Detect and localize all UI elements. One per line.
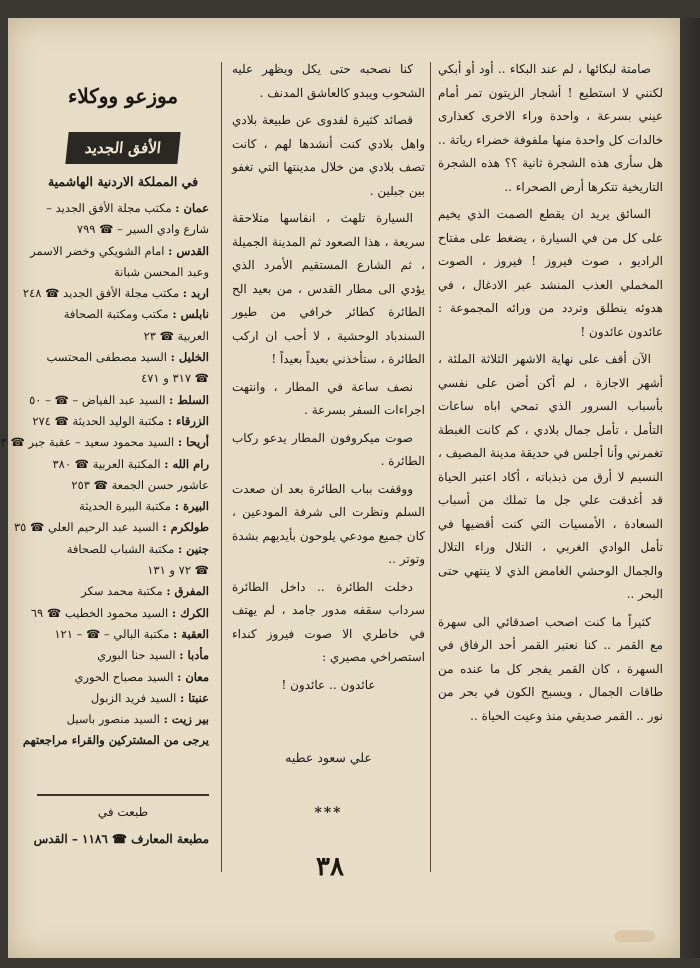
distributor-row [37,624,209,645]
distributor-text: ☎ ٧٢ و ١٣١ [147,563,209,578]
distributor-row [32,411,209,432]
distributor-text: مكتب مجلة الأفق الجديد ☎ ٢٤٨ [22,286,180,301]
column-divider-right [430,62,431,872]
distributor-text: شارع وادي السير – ☎ ٧٩٩ [76,222,209,237]
distributor-text: مكتبة الشباب للصحافة [66,541,175,556]
distributor-city: الخليل : [170,350,209,365]
distributor-text: مكتبة الوليد الحديثة ☎ ٢٧٤ [32,413,165,428]
article-column-middle [232,58,425,701]
distributor-row [37,667,209,688]
paragraph: السائق يريد ان يقطع الصمت الذي يخيم على كل من في السيارة ، يضغط على مفتاح الراديو ، صوت فيروز ! فيروز ، الصوت المخملي العذب المنشد عبر الادغال ، في هدوئه ينطلق وتردد من ورائه المجموعة : عائدون عائدون ! [438,207,663,339]
distributor-city: معان : [177,669,209,684]
author-signature: علي سعود عطيه [285,750,372,765]
distributor-row [37,709,209,730]
paragraph: السيارة تلهث ، انفاسها متلاحقة سريعة ، هذا الصعود ثم المدينة الجميلة ، ثم الشارع المستقيم الأمرد الذي يؤدي الى مطار القدس ، من بعيد الح الطائرة كطائر خرافي من طيور السندباد الوحشية ، لا أحب ان اركب الطائرة ، ستأخذني بعيداً بعيداً ! [232,211,425,366]
distributor-text: ☎ ٣١٧ و ٤٧١ [141,371,209,386]
distributor-text: السيد منصور باسيل [66,712,161,727]
distributor-city: رام الله : [164,456,209,471]
distributor-city: عمان : [175,201,209,215]
distributor-city: عنبتا : [179,690,209,705]
distributor-text: مكتب ومكتبة الصحافة [63,307,169,322]
distributor-text: السيد محمود سعيد – عقبة جبر ☎ ٣ [0,435,175,450]
distributor-text: المكتبة العربية ☎ ٣٨٠ [52,456,161,471]
column-divider-left [221,62,222,872]
distributor-row [22,730,209,751]
page-number: ٣٨ [316,852,344,882]
distributor-text: مكتب مجلة الأفق الجديد – [46,201,172,215]
distributor-city: القدس : [168,243,209,258]
distributor-text: العربية ☎ ٢٣ [143,328,209,343]
distributor-row [37,304,209,325]
distributor-city: جنين : [177,541,209,556]
kingdom-heading: في المملكة الاردنية الهاشمية [47,174,199,189]
distributor-text: السيد عبد الرحيم العلي ☎ ٣٥ [13,520,159,535]
distributor-text: امام الشويكي وخضر الاسمر [30,243,165,258]
printed-label: طبعت في [97,805,149,819]
distributor-row [37,475,209,496]
distributors-heading: موزعو ووكلاء [67,84,179,108]
distributor-row [0,432,209,453]
distributor-text: السيد محمود الخطيب ☎ ٦٩ [30,605,169,620]
paragraph: قصائد كثيرة لفدوى عن طبيعة بلادي واهل بلادي كنت أنشدها لهم ، كانت تصف بلادي من خلال مدينتها التي تغفو بين جبلين . [232,113,425,198]
distributor-city: الكرك : [171,605,209,620]
distributor-row [37,645,209,666]
paragraph: صامتة لبكائها ، لم عند البكاء .. أود أو أبكي لكنني لا استطيع ! أشجار الزيتون تمر أمام عيني بسرعة ، واحدة وراء الاخرى كعذارى خالدات كل واحدة منها ملفوفة خضراء رياتة .. هل سأرى هذه الشجرة ثانية ؟؟ هذه الشجرة التاريخية تتكرها أرض الصحراء .. [438,62,663,194]
paragraph: صوت ميكروفون المطار يدعو ركاب الطائرة . [232,430,425,468]
distributor-city: السلط : [169,392,209,407]
distributor-row [37,454,209,475]
distributor-row [37,326,209,347]
distributor-text: السيد مصباح الحوري [74,669,174,684]
article-column-right [438,58,663,732]
distributor-city: البيرة : [174,499,209,514]
page-edge [680,18,700,958]
paragraph: الآن أقف على نهاية الاشهر الثلاثة الملئة ، أشهر الاجازة ، لم أكن أضن على نفسي بأسباب السرور الذي تمحي اباه ساعات التأمل ، تأمل جمال بلادي ، كم كانت الغبطة تغمرني وأنا أجلس في حديقة مدينة المصيف ، النسيم لا أرق من ذبذباته ، أكاد اعتبر الحياة قد أغدقت علي جل ما تملك من أسباب السعادة ، الأمسيات التي كنت أقضيها في تأمل الوادي الغربي ، التلال وراء التلال والجمال الوحشي الغامض الذي لا ينتهي حتى البحر .. [438,352,663,601]
distributor-text: يرجى من المشتركين والقراء مراجعتهم [22,733,209,748]
distributor-row [37,262,209,283]
paragraph: كثيراً ما كنت اصحب اصدقائي الى سهرة مع القمر .. كنا نعتبر القمر أحد الرفاق في السهرة ، كان القمر يفجر كل ما عنده من طاقات الجمال ، ويسبح الكون في بحر من نور .. القمر صديقي منذ وعيت الحياة .. [438,614,663,723]
distributor-row [30,241,209,262]
distributor-row [37,539,209,560]
distributor-city: أريحا : [177,435,209,450]
distributor-row [29,390,209,411]
distributor-row [37,347,209,368]
paragraph: نصف ساعة في المطار ، وانتهت اجراءات السفر بسرعة . [232,379,425,417]
distributor-city: طولكرم : [162,520,209,535]
distributor-city: نابلس : [172,307,209,322]
distributor-city: بير زيت : [163,712,209,727]
distributor-row [37,688,209,709]
distributor-row [37,198,209,219]
distributor-row [30,603,209,624]
section-ornament: *** [314,805,343,821]
distributor-text: مكتبة البيرة الحديثة [79,499,172,514]
distributor-list [0,198,209,752]
distributor-row [37,496,209,517]
paper-stain [615,930,655,942]
distributor-city: مأدبا : [179,648,209,663]
divider [37,794,209,796]
press-name: مطبعة المعارف ☎ ١١٨٦ – القدس [33,832,209,846]
paragraph: كنا نصحبه حتى يكل ويظهر عليه الشحوب ويبدو كالعاشق المدنف . [232,62,425,100]
distributor-row [37,560,209,581]
distributor-city: الزرقاء : [167,413,209,428]
distributor-text: مكتبة محمد سكر [81,584,163,599]
distributor-row [37,368,209,389]
distributor-city: المفرق : [166,584,209,599]
magazine-logo: الأفق الجديد [65,132,180,164]
distributor-text: السيد فريد الزبول [90,690,177,705]
distributor-row [22,283,209,304]
distributor-row [37,219,209,240]
paragraph: عائدون .. عائدون ! [281,677,376,692]
distributor-text: مكتبة البالي – ☎ – ١٢١ [54,626,170,641]
distributor-city: اربد : [182,286,209,301]
distributor-row [13,517,209,538]
paragraph: ووقفت بباب الطائرة بعد ان صعدت السلم ونظرت الى شرفة المودعين ، كان جميع مودعي يلوحون بأيديهم بشدة وتوتر .. [232,481,425,566]
distributor-city: العقبة : [173,626,209,641]
paragraph: دخلت الطائرة .. داخل الطائرة سرداب سقفه مدور جامد ، لم يهتف في خاطري الا صوت فيروز كنداء استصراخي مصيري : [232,579,425,664]
distributor-text: وعبد المحسن شبانة [114,264,209,279]
distributor-text: عاشور حسن الجمعة ☎ ٢٥٣ [71,477,209,492]
distributor-row [37,581,209,602]
distributor-text: السيد حنا البوري [97,648,176,663]
distributor-text: السيد عبد الفياض – ☎ – ٥٠ [29,392,166,407]
distributor-text: السيد مصطفى المحتسب [46,350,167,365]
